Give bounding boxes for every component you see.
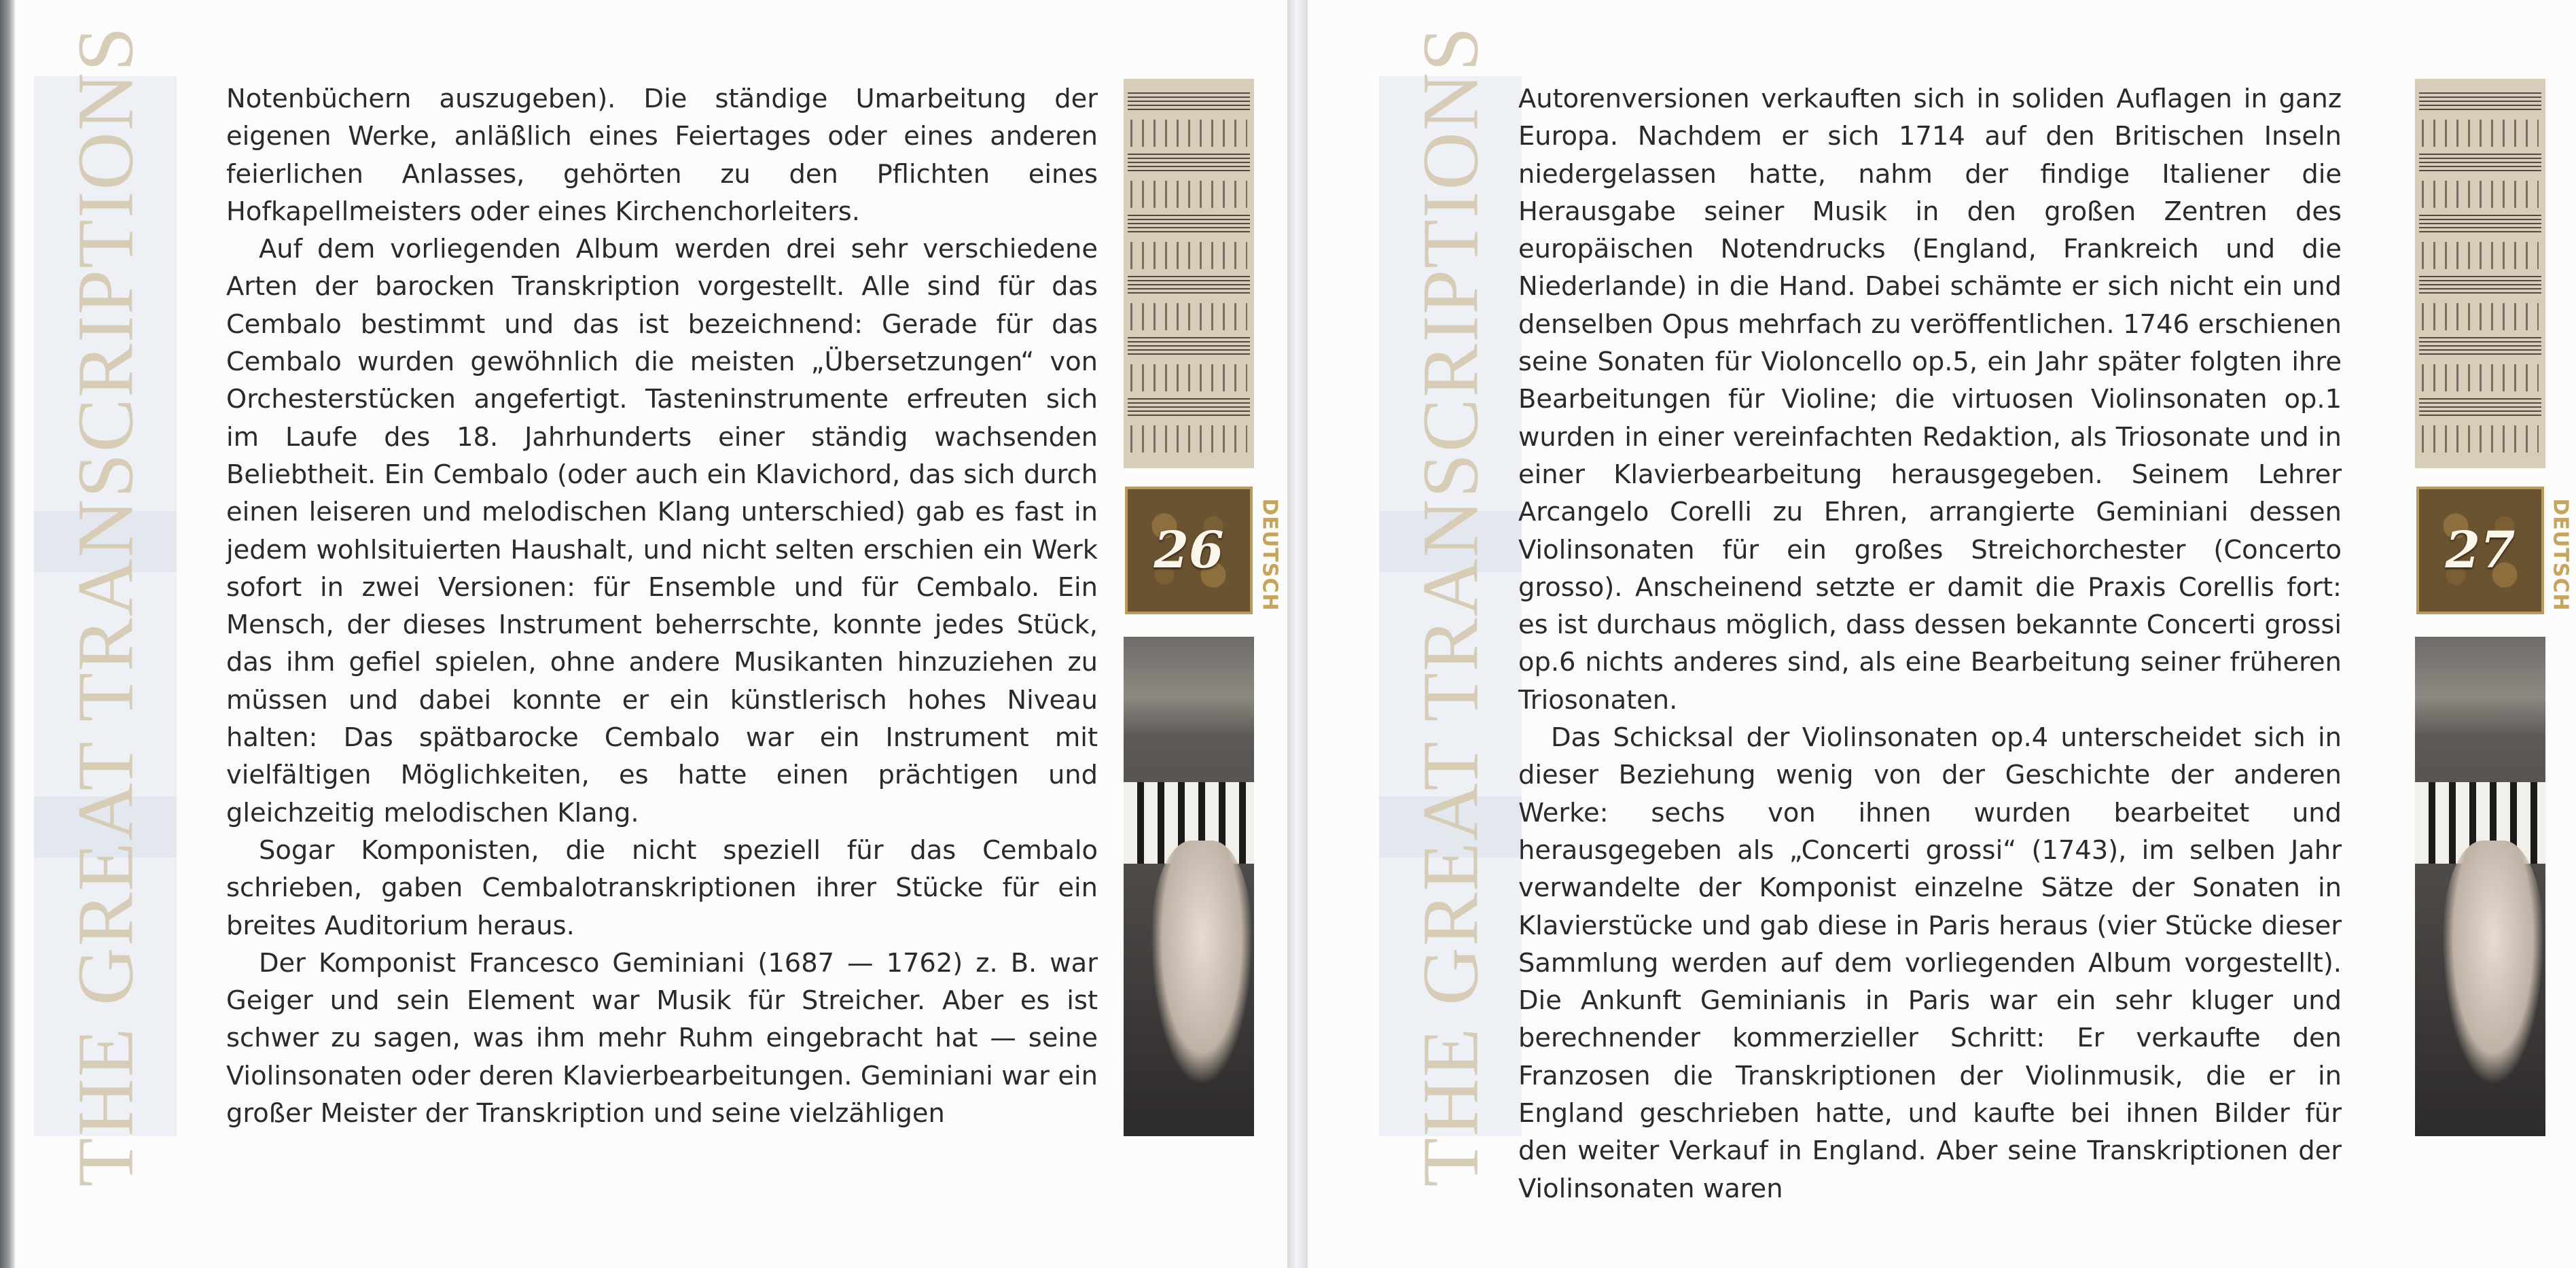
page-number-badge [1125,487,1253,614]
body-text [226,80,1098,1132]
music-score-image [1124,79,1254,468]
paragraph: Das Schicksal der Violinsonaten op.4 unterscheidet sich in dieser Beziehung wenig von der Geschichte der anderen Werke: sechs von ihnen wurden bearbeitet und herausgegeben als „Concerti grossi“ (1743), im selben Jahr verwandelte der Komponist einzelne Sätze der Sonaten in Klavierstücke und gab diese in Paris heraus (vier Stücke dieser Sammlung werden auf dem vorliegenden Album vorgestellt). Die Ankunft Geminianis in Paris war ein sehr kluger und berechnender kommerzieller Schritt: Er verkaufte den Franzosen die Transkriptionen der Violinmusik, die er in England geschrieben hatte, und kaufte bei ihnen Bilder für den weiter Verkauf in England. Aber seine Transkriptionen der Violinsonaten waren [1518,722,2342,1204]
vertical-title: THE GREAT TRANSCRIPTIONS [1406,25,1495,1187]
page-number: 26 [1153,521,1224,580]
music-score-image [2415,79,2545,468]
spine-gutter [1287,0,1308,1268]
page-edge-shadow [0,0,15,1268]
body-text [1518,80,2342,1208]
page-number-badge [2416,487,2544,614]
language-label: DEUTSCH [1257,498,1282,611]
paragraph: Sogar Komponisten, die nicht speziell für das Cembalo schrieben, gaben Cembalotranskriptionen ihrer Stücke für ein breites Auditorium heraus. [226,834,1098,941]
harpsichord-hands-photo [2415,637,2545,1136]
paragraph: Der Komponist Francesco Geminiani (1687 — 1762) z. B. war Geiger und sein Element war Musik für Streicher. Aber es ist schwer zu sagen, was ihm mehr Ruhm eingebracht hat — seine Violinsonaten oder deren Klavierbearbeitungen. Geminiani war ein großer Meister der Transkription und seine vielzähligen [226,947,1098,1129]
paragraph: Autorenversionen verkauften sich in soliden Auflagen in ganz Europa. Nachdem er sich 1714 auf den Britischen Inseln niedergelassen hatte, nahm der findige Italiener die Herausgabe seiner Musik in den großen Zentren des europäischen Notendrucks (England, Frankreich und die Niederlande) in die Hand. Dabei schämte er sich nicht ein und denselben Opus mehrfach zu veröffentlichen. 1746 erschienen seine Sonaten für Violoncello op.5, ein Jahr später folgten ihre Bearbeitungen für Violine; die virtuosen Violinsonaten op.1 wurden in einer vereinfachten Redaktion, als Triosonate und in einer Klavierbearbeitung herausgegeben. Seinem Lehrer Arcangelo Corelli zu Ehren, arrangierte Geminiani dessen Violinsonaten für ein großes Streichorchester (Concerto grosso). Anscheinend setzte er damit die Praxis Corellis fort: es ist durchaus möglich, dass dessen bekannte Concerti grossi op.6 nichts anderes sind, als eine Bearbeitung seiner früheren Triosonaten. [1518,84,2342,716]
right-page [1308,0,2576,1268]
language-label: DEUTSCH [2548,498,2573,611]
vertical-title: THE GREAT TRANSCRIPTIONS [60,25,149,1187]
paragraph: Auf dem vorliegenden Album werden drei sehr verschiedene Arten der barocken Transkription vorgestellt. Alle sind für das Cembalo bestimmt und das ist bezeichnend: Gerade für das Cembalo wurden gewöhnlich die meisten „Übersetzungen“ von Orchesterstücken angefertigt. Tasteninstrumente erfreuten sich im Laufe des 18. Jahrhunderts einer ständig wachsenden Beliebtheit. Ein Cembalo (oder auch ein Klavichord, das sich durch einen leiseren und melodischen Klang unterschied) gab es fast in jedem wohlsituierten Haushalt, und nicht selten erschien ein Werk sofort in zwei Versionen: für Ensemble und für Cembalo. Ein Mensch, der dieses Instrument beherrschte, konnte jedes Stück, das ihm gefiel spielen, ohne andere Musikanten hinzuziehen zu müssen und dabei konnte er ein künstlerisch hohes Niveau halten: Das spätbarocke Cembalo war ein Instrument mit vielfältigen Möglichkeiten, es hatte einen prächtigen und gleichzeitig melodischen Klang. [226,234,1098,828]
paragraph: Notenbüchern auszugeben). Die ständige Umarbeitung der eigenen Werke, anläßlich eines Feiertages oder eines anderen feierlichen Anlasses, gehörten zu den Pflichten eines Hofkapellmeisters oder eines Kirchenchorleiters. [226,84,1098,227]
page-number: 27 [2445,521,2516,580]
left-page [0,0,1287,1268]
harpsichord-hands-photo [1124,637,1254,1136]
